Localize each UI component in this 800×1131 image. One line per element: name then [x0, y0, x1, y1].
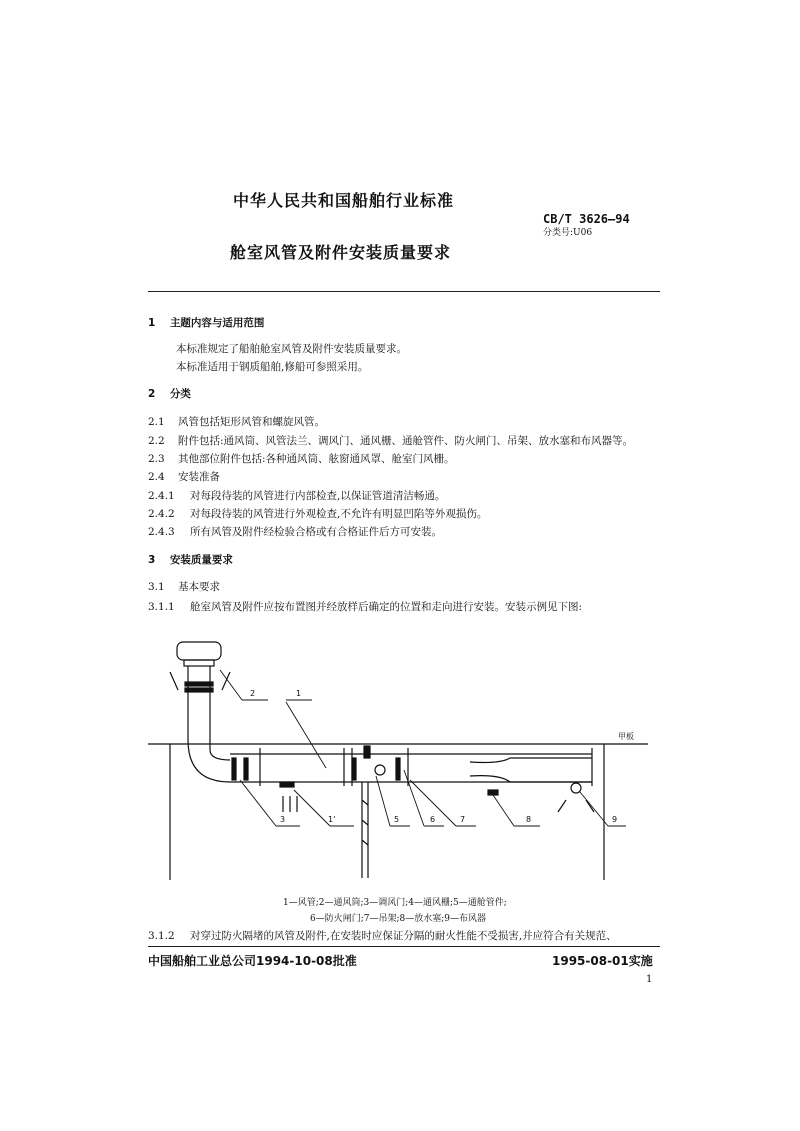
clause-text: 对每段待装的风管进行外观检查,不允许有明显凹陷等外观损伤。 — [190, 508, 488, 520]
page-number: 1 — [646, 974, 653, 985]
clause-2-2 — [148, 433, 633, 448]
section-1-heading — [148, 315, 264, 330]
section-2-title: 分类 — [169, 388, 191, 400]
section-2-heading — [148, 386, 191, 401]
clause-number: 2.1 — [148, 416, 165, 428]
callout-7: 7 — [460, 815, 466, 824]
clause-number: 2.3 — [148, 453, 165, 465]
clause-number: 2.4.1 — [148, 490, 175, 502]
callout-5: 5 — [394, 815, 400, 824]
document-title: 舱室风管及附件安装质量要求 — [230, 243, 452, 262]
section-3-heading — [148, 552, 233, 567]
section-1-paragraph-2: 本标准适用于钢质船舶,修船可参照采用。 — [176, 361, 369, 373]
clause-text: 其他部位附件包括:各种通风筒、舷窗通风罩、舱室门风栅。 — [178, 453, 455, 465]
callout-leaders — [220, 670, 626, 826]
hanger-bracket — [362, 782, 368, 878]
clause-text: 所有风管及附件经检验合格或有合格证件后方可安装。 — [190, 526, 442, 538]
clause-number: 3.1 — [148, 581, 165, 593]
clause-text: 安装准备 — [178, 471, 220, 483]
drain-plug — [488, 790, 498, 795]
callout-2: 2 — [250, 689, 256, 698]
standard-title: 中华人民共和国船舶行业标准 — [233, 191, 455, 210]
callout-6: 6 — [430, 815, 436, 824]
deck-label: 甲板 — [618, 732, 634, 741]
clause-2-4-3 — [148, 524, 442, 539]
clause-2-1 — [148, 414, 325, 429]
footer-divider — [148, 946, 660, 947]
classification-number: 分类号:U06 — [543, 228, 593, 238]
clause-text: 附件包括:通风筒、风管法兰、调风门、通风栅、通舱管件、防火闸门、吊架、放水塞和布风器等。 — [178, 435, 634, 447]
clause-number: 2.2 — [148, 435, 165, 447]
clause-3-1-1 — [148, 599, 582, 614]
clause-text: 对穿过防火隔堵的风管及附件,在安装时应保证分隔的耐火性能不受损害,并应符合有关规范、 — [190, 930, 617, 942]
section-1-paragraph-1: 本标准规定了船舶舱室风管及附件安装质量要求。 — [176, 343, 407, 355]
installation-diagram — [140, 630, 660, 885]
approval-statement: 中国船舶工业总公司1994-10-08批准 — [148, 954, 357, 968]
vertical-duct — [185, 666, 230, 782]
clause-2-4-2 — [148, 506, 487, 521]
clause-2-4-1 — [148, 488, 445, 503]
callout-8: 8 — [526, 815, 532, 824]
clause-text: 基本要求 — [178, 581, 220, 593]
clause-number: 3.1.2 — [148, 930, 175, 942]
clause-number: 2.4.3 — [148, 526, 175, 538]
standard-code: CB/T 3626—94 — [543, 212, 630, 226]
callout-9: 9 — [612, 815, 618, 824]
header-divider — [148, 291, 660, 292]
section-2-number: 2 — [148, 388, 156, 400]
section-3-number: 3 — [148, 554, 156, 566]
clause-3-1-2 — [148, 928, 617, 943]
clause-2-3 — [148, 451, 455, 466]
clause-number: 2.4 — [148, 471, 165, 483]
effective-date: 1995-08-01实施 — [552, 954, 653, 968]
clause-2-4 — [148, 469, 220, 484]
section-1-title: 主题内容与适用范围 — [169, 317, 265, 329]
figure-caption-line-2: 6—防火闸门;7—吊架;8—放水塞;9—布风器 — [310, 914, 487, 924]
main-duct — [230, 746, 592, 786]
clause-text: 风管包括矩形风管和螺旋风管。 — [178, 416, 325, 428]
callout-1: 1 — [296, 689, 302, 698]
clause-number: 3.1.1 — [148, 601, 175, 613]
clause-text: 舱室风管及附件应按布置图并经放样后确定的位置和走向进行安装。安装示例见下图: — [190, 601, 583, 613]
clause-number: 2.4.2 — [148, 508, 175, 520]
figure-caption-line-1: 1—风管;2—通风筒;3—调风门;4—通风栅;5—通舱管件; — [283, 898, 507, 908]
section-3-title: 安装质量要求 — [169, 554, 233, 566]
vent-grille — [280, 782, 297, 812]
callout-1-prime: 1' — [328, 815, 336, 824]
callout-3: 3 — [280, 815, 286, 824]
clause-3-1 — [148, 579, 220, 594]
clause-text: 对每段待装的风管进行内部检查,以保证管道清洁畅通。 — [190, 490, 446, 502]
section-1-number: 1 — [148, 317, 156, 329]
air-diffuser — [558, 783, 594, 812]
